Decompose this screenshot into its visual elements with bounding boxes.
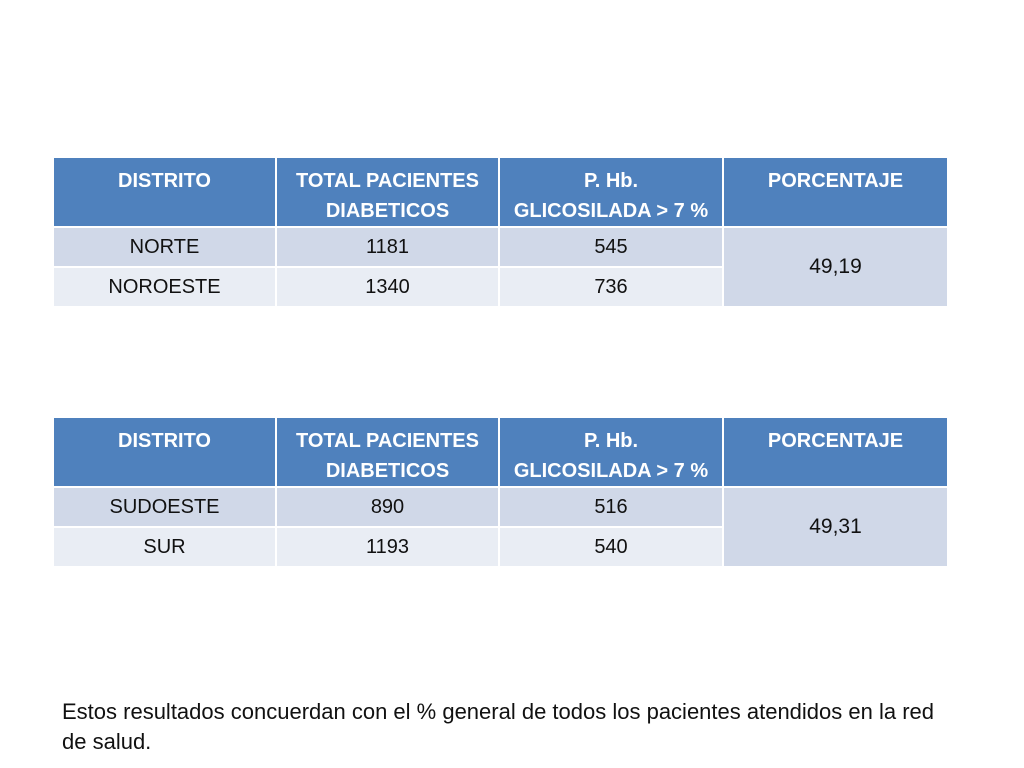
table-row: [53, 487, 948, 527]
cell-hb: 736: [499, 267, 723, 307]
cell-total: 1181: [276, 227, 499, 267]
cell-distrito: SUDOESTE: [53, 487, 276, 527]
header-hb-glicosilada: P. Hb. GLICOSILADA > 7 %: [499, 157, 723, 227]
cell-porcentaje: 49,31: [723, 487, 948, 567]
north-districts-table: [52, 156, 949, 308]
cell-distrito: NOROESTE: [53, 267, 276, 307]
footnote-text: Estos resultados concuerdan con el % general de todos los pacientes atendidos en la red de salud.: [62, 699, 935, 754]
cell-hb: 516: [499, 487, 723, 527]
header-distrito: DISTRITO: [53, 157, 276, 227]
cell-distrito: SUR: [53, 527, 276, 567]
cell-total: 1193: [276, 527, 499, 567]
header-distrito: DISTRITO: [53, 417, 276, 487]
cell-hb: 540: [499, 527, 723, 567]
header-row: [53, 157, 948, 227]
header-hb-glicosilada: P. Hb. GLICOSILADA > 7 %: [499, 417, 723, 487]
cell-total: 1340: [276, 267, 499, 307]
header-porcentaje: PORCENTAJE: [723, 417, 948, 487]
header-porcentaje: PORCENTAJE: [723, 157, 948, 227]
header-total-pacientes: TOTAL PACIENTES DIABETICOS: [276, 417, 499, 487]
cell-total: 890: [276, 487, 499, 527]
cell-hb: 545: [499, 227, 723, 267]
table-row: [53, 227, 948, 267]
header-row: [53, 417, 948, 487]
cell-distrito: NORTE: [53, 227, 276, 267]
header-total-pacientes: TOTAL PACIENTES DIABETICOS: [276, 157, 499, 227]
south-districts-table: [52, 416, 949, 568]
cell-porcentaje: 49,19: [723, 227, 948, 307]
